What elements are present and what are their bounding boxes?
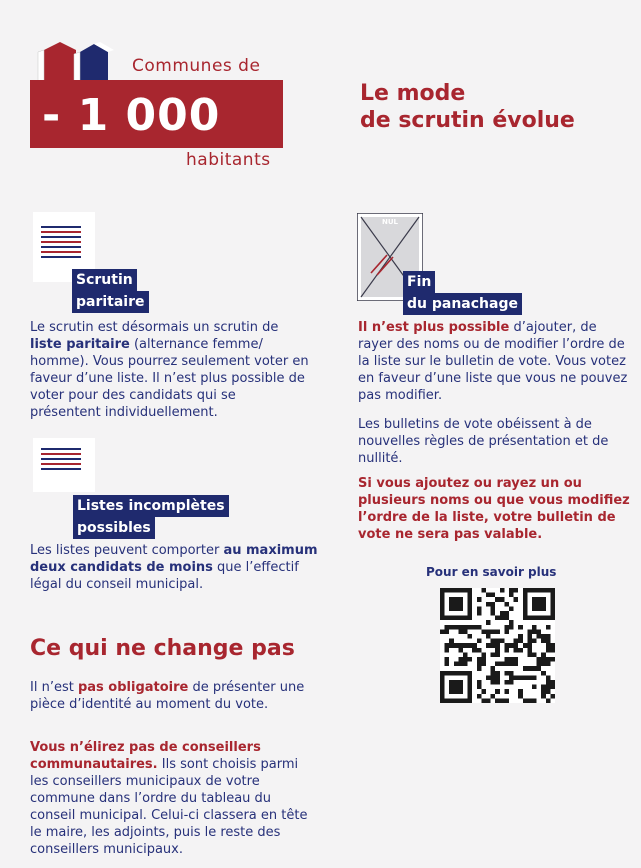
panachage-paragraph-1 xyxy=(358,319,633,404)
text-part: Les listes peuvent comporter xyxy=(30,543,224,558)
text-part: Le scrutin est désormais un scrutin de xyxy=(30,320,279,335)
listes-incompletes-text xyxy=(30,542,320,593)
id-paragraph xyxy=(30,679,310,713)
councillors-paragraph xyxy=(30,739,315,858)
listes-incompletes-label-line1: Listes incomplètes xyxy=(73,495,229,517)
qr-code-icon[interactable] xyxy=(440,588,555,703)
section-title: Ce qui ne change pas xyxy=(30,636,295,661)
fin-panachage-label-line1: Fin xyxy=(403,271,435,293)
scrutin-paritaire-label-line1: Scrutin xyxy=(72,269,137,291)
nul-label: NUL xyxy=(381,218,399,226)
scrutin-paritaire-label xyxy=(72,269,149,313)
text-bold: Il n’est plus possible xyxy=(358,320,510,335)
text-part: que l’effectif légal du conseil municipal. xyxy=(30,560,299,592)
incomplete-list-icon xyxy=(33,438,95,492)
scrutin-paritaire-text xyxy=(30,319,310,421)
text-part: de présenter une pièce d’identité au moment du vote. xyxy=(30,680,305,712)
fin-panachage-label-line2: du panachage xyxy=(403,293,522,315)
listes-incompletes-label-line2: possibles xyxy=(73,517,155,539)
more-info-label: Pour en savoir plus xyxy=(426,565,557,579)
text-bold: Vous n’élirez pas de conseillers communautaires. xyxy=(30,740,261,772)
panachage-paragraph-2: Les bulletins de vote obéissent à de nouvelles règles de présentation et de nullité. xyxy=(358,417,609,466)
text-part: Ils sont choisis parmi les conseillers municipaux de votre commune dans l’ordre du tableau du conseil municipal. Celui-ci classera en tête le maire, les adjoints, puis le reste des conseillers municipaux. xyxy=(30,757,308,857)
text-bold: liste paritaire xyxy=(30,337,130,352)
text-part: Il n’est xyxy=(30,680,78,695)
panachage-paragraph-3 xyxy=(358,475,638,543)
text-part: d’ajouter, de rayer des noms ou de modifier l’ordre de la liste sur le bulletin de vote. Vous votez en faveur d’une liste que vous ne pouvez pas modifier. xyxy=(358,320,628,403)
header-line2: habitants xyxy=(186,150,271,170)
fin-panachage-label xyxy=(403,271,522,315)
text-bold: pas obligatoire xyxy=(77,680,189,695)
listes-incompletes-label xyxy=(73,495,229,539)
page-title-line2: de scrutin évolue xyxy=(360,108,575,133)
text-bold: au maximum deux candidats de moins xyxy=(30,543,318,575)
page-title-line1: Le mode xyxy=(360,81,466,106)
header-line1: Communes de xyxy=(132,56,261,76)
scrutin-paritaire-label-line2: paritaire xyxy=(72,291,149,313)
text-bold: Si vous ajoutez ou rayez un ou plusieurs noms ou que vous modifiez l’ordre de la liste, votre bulletin de vote ne sera pas valable. xyxy=(358,476,630,542)
header-number: - 1 000 xyxy=(42,90,221,141)
text-part: (alternance femme/ homme). Vous pourrez seulement voter en faveur d’une liste. Il n’est plus possible de voter pour des candidats qui se présentent individuellement. xyxy=(30,337,309,420)
page-title xyxy=(360,80,575,134)
